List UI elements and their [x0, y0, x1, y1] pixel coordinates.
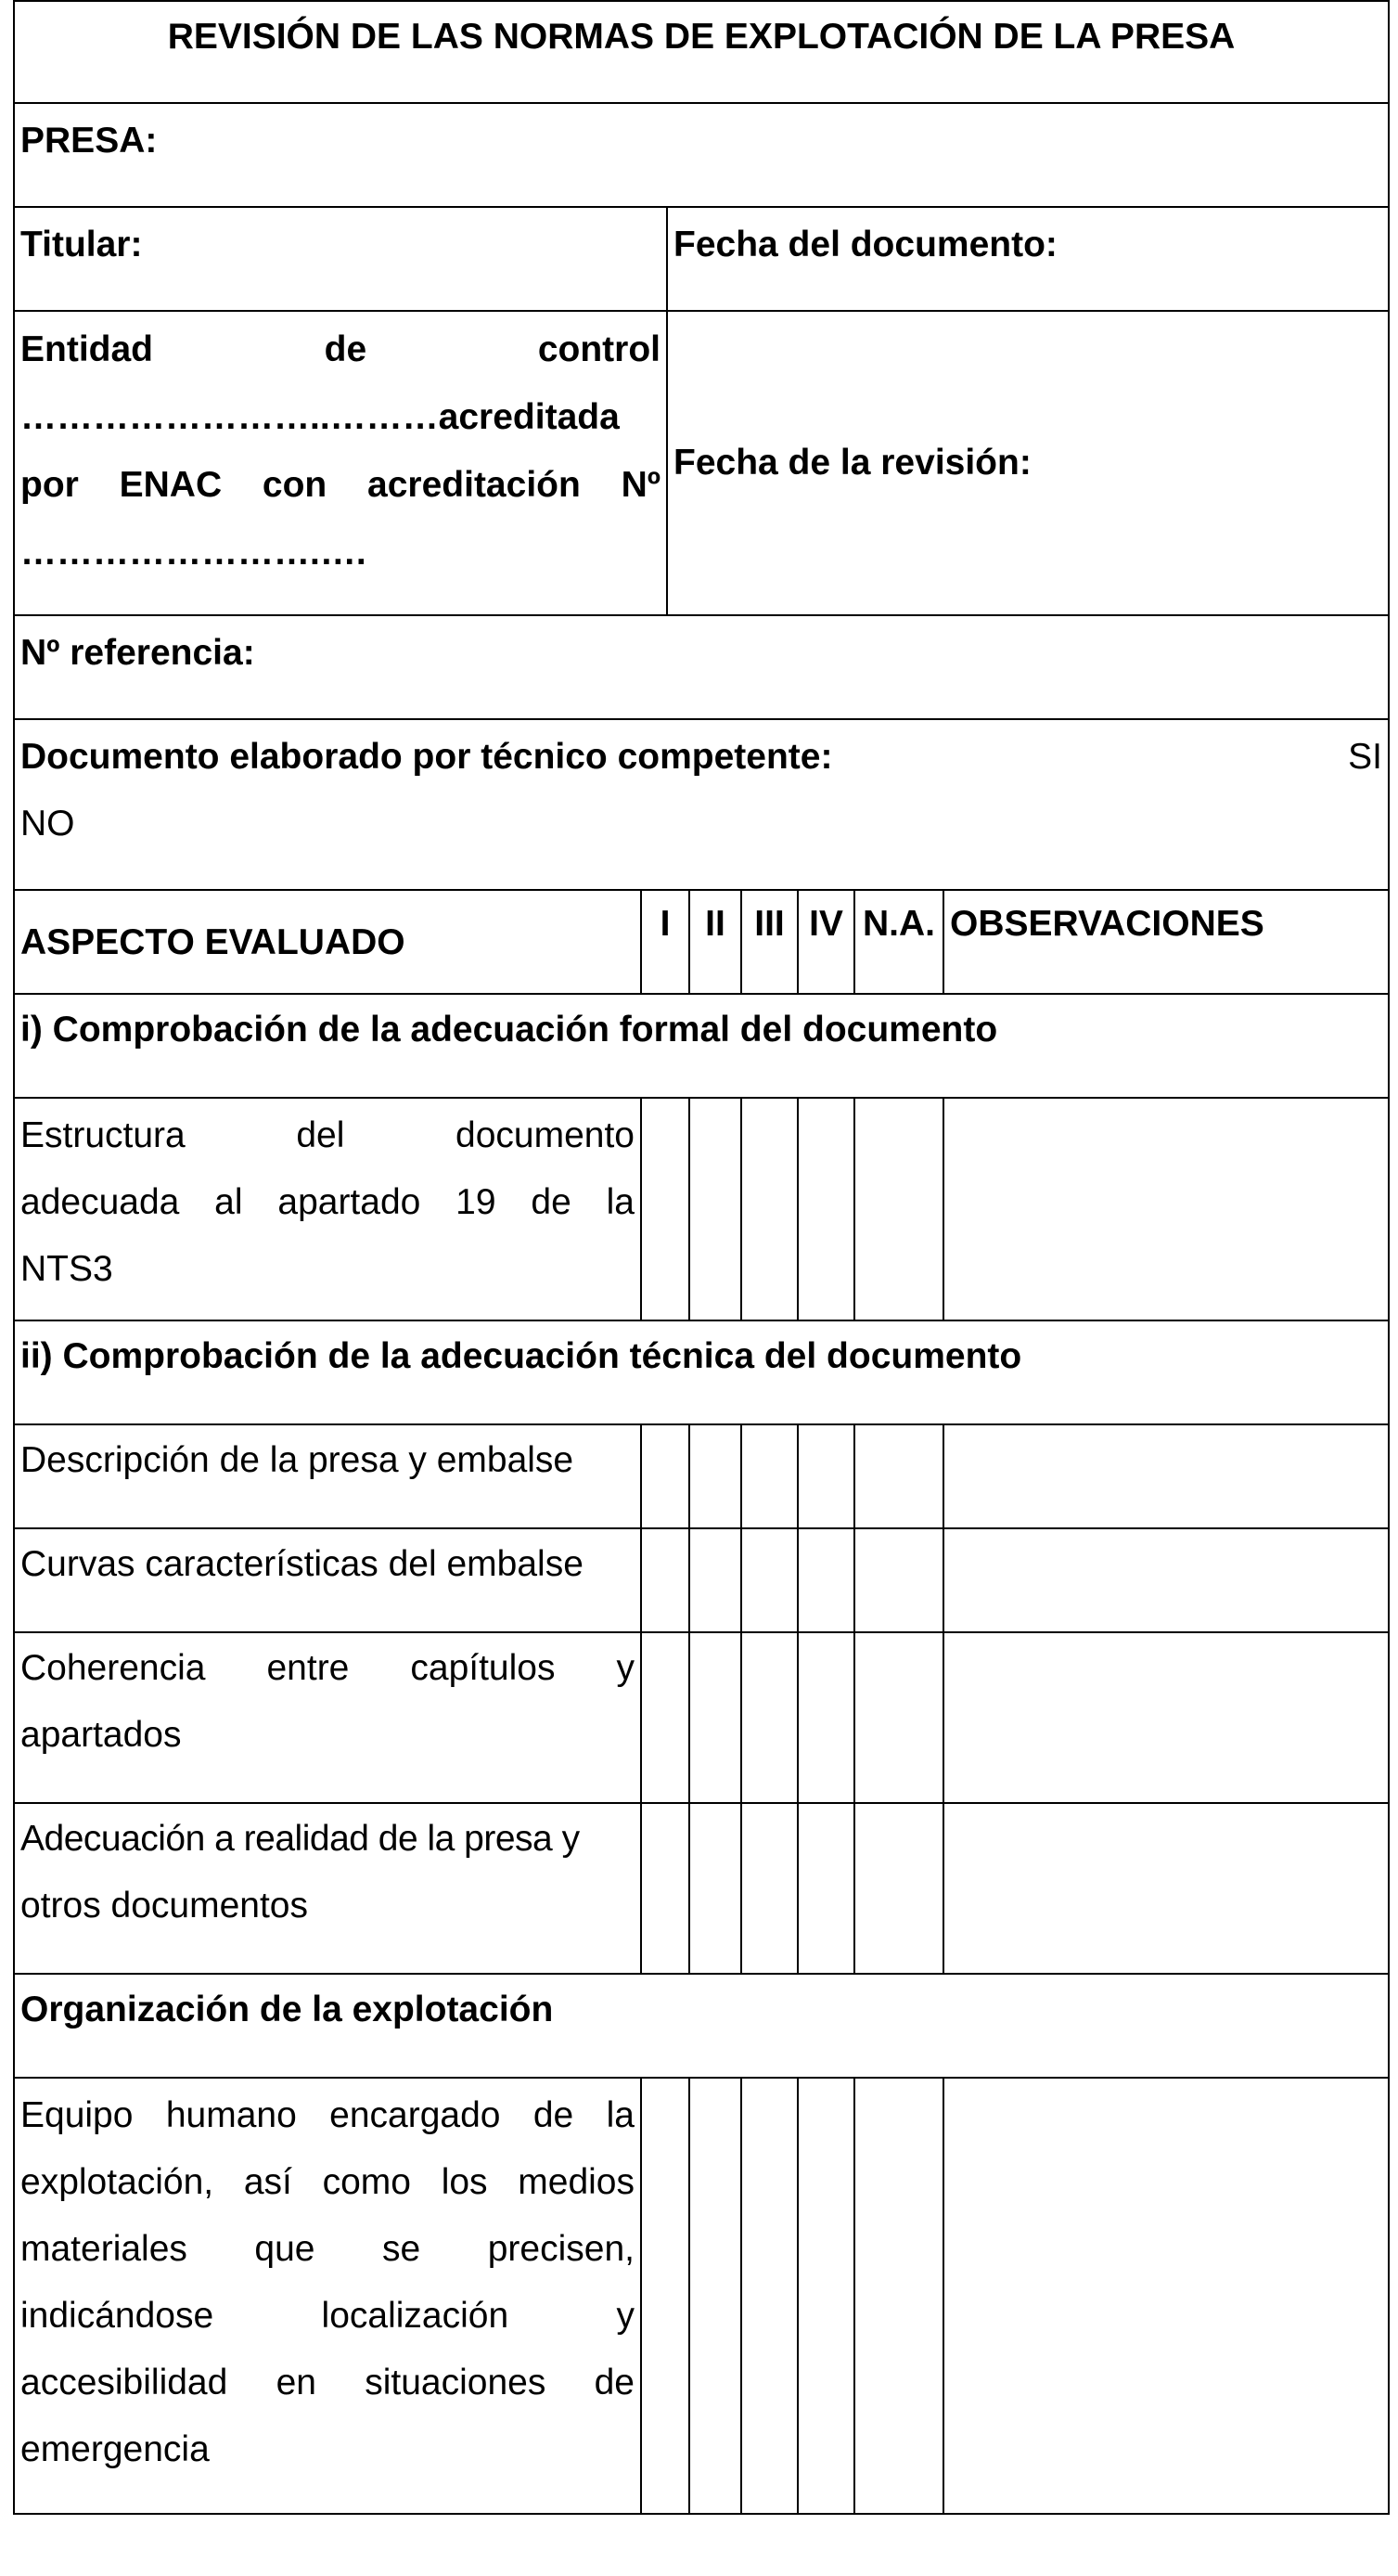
cell-iii[interactable]: [740, 1804, 797, 1973]
aspect-line: apartados: [20, 1715, 182, 1755]
cell-iv[interactable]: [797, 2079, 853, 2513]
form-title: REVISIÓN DE LAS NORMAS DE EXPLOTACIÓN DE LA PRESA: [167, 17, 1236, 57]
col-na: N.A.: [853, 891, 943, 993]
col-iv: IV: [797, 891, 853, 993]
tecnico-block: [15, 724, 1388, 889]
cell-na[interactable]: [853, 1529, 943, 1631]
cell-observaciones[interactable]: [943, 1804, 1388, 1973]
aspect-text: [15, 1102, 640, 1320]
cell-na[interactable]: [853, 2079, 943, 2513]
cell-iii[interactable]: [740, 2079, 797, 2513]
entidad-block: [15, 316, 666, 614]
presa-row: [13, 104, 1390, 208]
cell-i[interactable]: [640, 1529, 688, 1631]
title-row: [13, 0, 1390, 104]
aspect-text: [15, 2082, 640, 2513]
cell-iv[interactable]: [797, 1425, 853, 1527]
aspect-text: Curvas características del embalse: [20, 1544, 584, 1584]
titular-row: [13, 208, 1390, 312]
titular-label: Titular:: [20, 225, 143, 264]
referencia-label: Nº referencia:: [20, 633, 255, 673]
tecnico-no-option: NO: [20, 804, 75, 844]
fecha-revision-label: Fecha de la revisión:: [673, 443, 1032, 483]
aspect-text: [15, 1806, 640, 1973]
col-aspecto: ASPECTO EVALUADO: [20, 922, 405, 962]
col-ii: II: [688, 891, 740, 993]
cell-na[interactable]: [853, 1633, 943, 1802]
cell-observaciones[interactable]: [943, 1529, 1388, 1631]
table-header: [13, 891, 1390, 995]
cell-ii[interactable]: [688, 1529, 740, 1631]
cell-observaciones[interactable]: [943, 1425, 1388, 1527]
entidad-line-4: …………………….….: [20, 533, 366, 573]
cell-i[interactable]: [640, 2079, 688, 2513]
section-heading: [13, 1321, 1390, 1425]
tecnico-row: [13, 720, 1390, 891]
col-i: I: [640, 891, 688, 993]
section-3-title: Organización de la explotación: [20, 1990, 554, 2029]
cell-iii[interactable]: [740, 1099, 797, 1320]
aspect-line: materiales que se precisen,: [20, 2229, 635, 2269]
cell-ii[interactable]: [688, 1804, 740, 1973]
aspect-line: adecuada al apartado 19 de la: [20, 1182, 635, 1222]
entidad-line-3: por ENAC con acreditación Nº: [20, 465, 661, 505]
cell-iv[interactable]: [797, 1804, 853, 1973]
cell-iii[interactable]: [740, 1425, 797, 1527]
cell-iv[interactable]: [797, 1529, 853, 1631]
cell-i[interactable]: [640, 1425, 688, 1527]
aspect-line: Equipo humano encargado de la: [20, 2095, 635, 2135]
review-form: [13, 0, 1390, 2515]
table-row: [13, 1099, 1390, 1321]
tecnico-label: Documento elaborado por técnico competente:: [20, 737, 833, 777]
col-iii: III: [740, 891, 797, 993]
table-row: [13, 1804, 1390, 1975]
aspect-text: [15, 1635, 640, 1802]
section-heading: [13, 995, 1390, 1099]
cell-i[interactable]: [640, 1099, 688, 1320]
cell-ii[interactable]: [688, 2079, 740, 2513]
aspect-line: Adecuación a realidad de la presa y: [20, 1819, 580, 1859]
aspect-line: Coherencia entre capítulos y: [20, 1648, 635, 1688]
cell-na[interactable]: [853, 1804, 943, 1973]
table-row: [13, 2079, 1390, 2515]
entidad-line-2: ……………………..………acreditada: [20, 397, 620, 437]
cell-ii[interactable]: [688, 1633, 740, 1802]
cell-ii[interactable]: [688, 1099, 740, 1320]
col-observaciones: OBSERVACIONES: [943, 891, 1388, 993]
aspect-line: explotación, así como los medios: [20, 2162, 635, 2202]
cell-iii[interactable]: [740, 1633, 797, 1802]
presa-label: PRESA:: [20, 121, 158, 161]
cell-observaciones[interactable]: [943, 1099, 1388, 1320]
fecha-revision-cell: [666, 312, 1388, 614]
aspect-line: accesibilidad en situaciones de: [20, 2363, 635, 2402]
aspect-line: otros documentos: [20, 1886, 309, 1926]
section-2-title: ii) Comprobación de la adecuación técnica del documento: [20, 1336, 1022, 1376]
tecnico-si-option: SI: [1348, 737, 1382, 777]
aspect-text: Descripción de la presa y embalse: [20, 1440, 574, 1480]
aspect-line: indicándose localización y: [20, 2296, 635, 2336]
aspect-line: Estructura del documento: [20, 1115, 635, 1155]
referencia-row: [13, 616, 1390, 720]
cell-iii[interactable]: [740, 1529, 797, 1631]
cell-i[interactable]: [640, 1633, 688, 1802]
entidad-row: [13, 312, 1390, 616]
aspect-line: NTS3: [20, 1249, 113, 1289]
section-1-title: i) Comprobación de la adecuación formal del documento: [20, 1010, 998, 1050]
table-row: [13, 1529, 1390, 1633]
section-heading: [13, 1975, 1390, 2079]
cell-na[interactable]: [853, 1099, 943, 1320]
cell-observaciones[interactable]: [943, 2079, 1388, 2513]
cell-na[interactable]: [853, 1425, 943, 1527]
cell-iv[interactable]: [797, 1633, 853, 1802]
cell-ii[interactable]: [688, 1425, 740, 1527]
entidad-line-1: Entidad de control: [20, 329, 661, 369]
fecha-documento-label: Fecha del documento:: [666, 208, 1388, 310]
cell-observaciones[interactable]: [943, 1633, 1388, 1802]
aspect-line: emergencia: [20, 2429, 210, 2469]
cell-i[interactable]: [640, 1804, 688, 1973]
table-row: [13, 1633, 1390, 1804]
cell-iv[interactable]: [797, 1099, 853, 1320]
table-row: [13, 1425, 1390, 1529]
